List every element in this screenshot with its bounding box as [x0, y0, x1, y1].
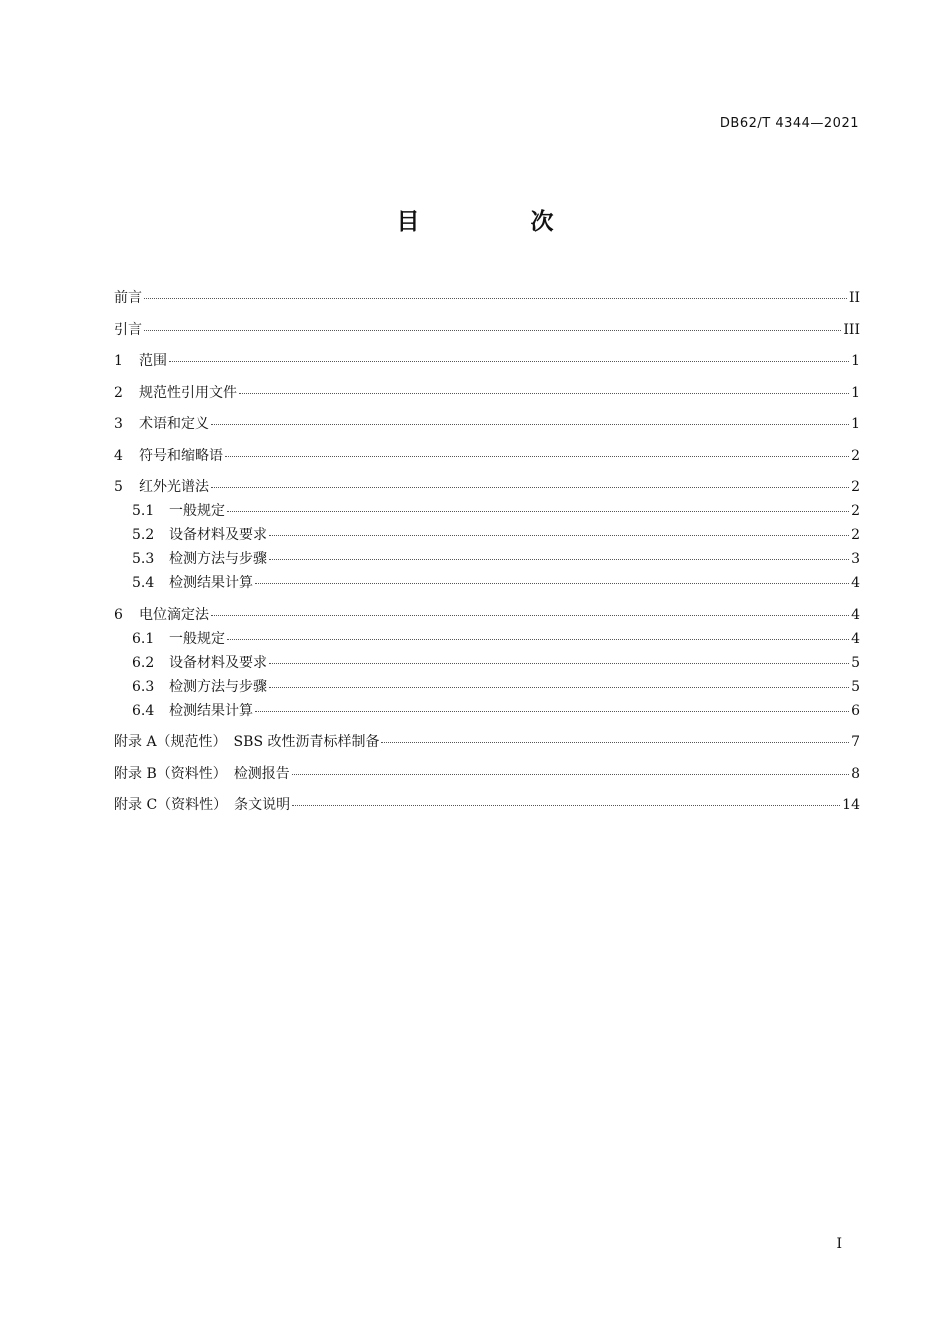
toc-entry-page: 4 [851, 575, 860, 591]
toc-entry-number: 5.2 [132, 527, 155, 543]
toc-entry-number: 6.2 [132, 654, 155, 671]
toc-entry-page: 4 [851, 630, 860, 647]
toc-entry[interactable] [114, 677, 860, 697]
toc-entry[interactable] [114, 732, 860, 752]
toc-entry-page: 1 [851, 384, 860, 401]
toc-entry-label: 引言 [114, 321, 142, 338]
toc-entry-page: 3 [851, 551, 860, 567]
table-of-contents [114, 288, 860, 815]
toc-entry-label: 前言 [114, 290, 142, 306]
toc-entry-label: 规范性引用文件 [139, 384, 237, 401]
toc-entry-label: 符号和缩略语 [139, 447, 223, 464]
page-title: 目 次 [396, 209, 598, 235]
toc-entry-page: 4 [851, 606, 860, 623]
toc-entry-number: 5.4 [132, 575, 155, 591]
toc-entry-label: 设备材料及要求 [169, 654, 267, 671]
dot-leader [269, 687, 849, 688]
toc-entry[interactable] [114, 605, 860, 625]
toc-entry[interactable] [114, 764, 860, 784]
toc-entry-number: 5 [114, 479, 123, 495]
toc-entry[interactable] [114, 525, 860, 545]
toc-entry-page: 1 [851, 416, 860, 432]
dot-leader [239, 393, 849, 394]
toc-entry[interactable] [114, 501, 860, 521]
toc-entry-label: 检测方法与步骤 [169, 551, 267, 567]
dot-leader [255, 711, 849, 712]
toc-entry[interactable] [114, 701, 860, 721]
toc-entry[interactable] [114, 629, 860, 649]
toc-entry-label: 附录 A（规范性） SBS 改性沥青标样制备 [114, 734, 380, 750]
document-code: DB62/T 4344—2021 [719, 116, 859, 131]
toc-entry-page: 5 [851, 678, 860, 695]
toc-entry[interactable] [114, 351, 860, 371]
toc-entry-number: 5.3 [132, 551, 155, 567]
dot-leader [169, 361, 849, 362]
toc-entry-label: 检测结果计算 [169, 702, 253, 719]
toc-entry[interactable] [114, 573, 860, 593]
toc-entry-page: 1 [851, 353, 860, 369]
toc-entry-page: 2 [851, 503, 860, 519]
dot-leader [381, 742, 849, 743]
dot-leader [227, 639, 849, 640]
toc-entry-label: 设备材料及要求 [169, 527, 267, 543]
toc-entry[interactable] [114, 383, 860, 403]
dot-leader [144, 298, 847, 299]
toc-entry-number: 6.4 [132, 702, 155, 719]
toc-entry[interactable] [114, 549, 860, 569]
toc-entry-label: 范围 [139, 353, 167, 369]
toc-entry-page: 2 [851, 479, 860, 495]
toc-entry-label: 一般规定 [169, 503, 225, 519]
dot-leader [227, 511, 849, 512]
toc-entry-page: 5 [851, 654, 860, 671]
page-number: I [836, 1236, 842, 1252]
toc-entry-page: 2 [851, 447, 860, 464]
dot-leader [255, 583, 849, 584]
dot-leader [211, 424, 849, 425]
toc-entry-label: 电位滴定法 [139, 606, 209, 623]
toc-entry-number: 6.3 [132, 678, 155, 695]
dot-leader [292, 805, 840, 806]
toc-entry[interactable] [114, 446, 860, 466]
dot-leader [269, 559, 849, 560]
toc-entry[interactable] [114, 795, 860, 815]
toc-entry-page: 8 [851, 765, 860, 782]
dot-leader [292, 774, 849, 775]
toc-entry-label: 红外光谱法 [139, 479, 209, 495]
toc-entry-label: 附录 B（资料性） 检测报告 [114, 765, 290, 782]
dot-leader [211, 487, 849, 488]
toc-entry-label: 一般规定 [169, 630, 225, 647]
toc-entry-page: 2 [851, 527, 860, 543]
toc-entry-number: 1 [114, 353, 123, 369]
toc-entry-label: 检测结果计算 [169, 575, 253, 591]
toc-entry[interactable] [114, 414, 860, 434]
toc-entry-number: 2 [114, 384, 123, 401]
toc-entry-page: 7 [851, 734, 860, 750]
dot-leader [225, 456, 849, 457]
dot-leader [269, 535, 849, 536]
toc-entry-page: 6 [851, 702, 860, 719]
toc-entry[interactable] [114, 653, 860, 673]
dot-leader [211, 615, 849, 616]
toc-entry-page: III [843, 321, 860, 338]
toc-entry-page: 14 [842, 797, 860, 813]
dot-leader [144, 330, 841, 331]
toc-entry-number: 6.1 [132, 630, 155, 647]
toc-entry-label: 术语和定义 [139, 416, 209, 432]
toc-entry-number: 6 [114, 606, 123, 623]
toc-entry-number: 4 [114, 447, 123, 464]
toc-entry-label: 检测方法与步骤 [169, 678, 267, 695]
toc-entry[interactable] [114, 320, 860, 340]
toc-entry[interactable] [114, 477, 860, 497]
toc-entry-number: 3 [114, 416, 123, 432]
dot-leader [269, 663, 849, 664]
toc-entry-number: 5.1 [132, 503, 155, 519]
toc-entry-label: 附录 C（资料性） 条文说明 [114, 797, 291, 813]
toc-entry-page: II [848, 290, 860, 306]
toc-entry[interactable] [114, 288, 860, 308]
